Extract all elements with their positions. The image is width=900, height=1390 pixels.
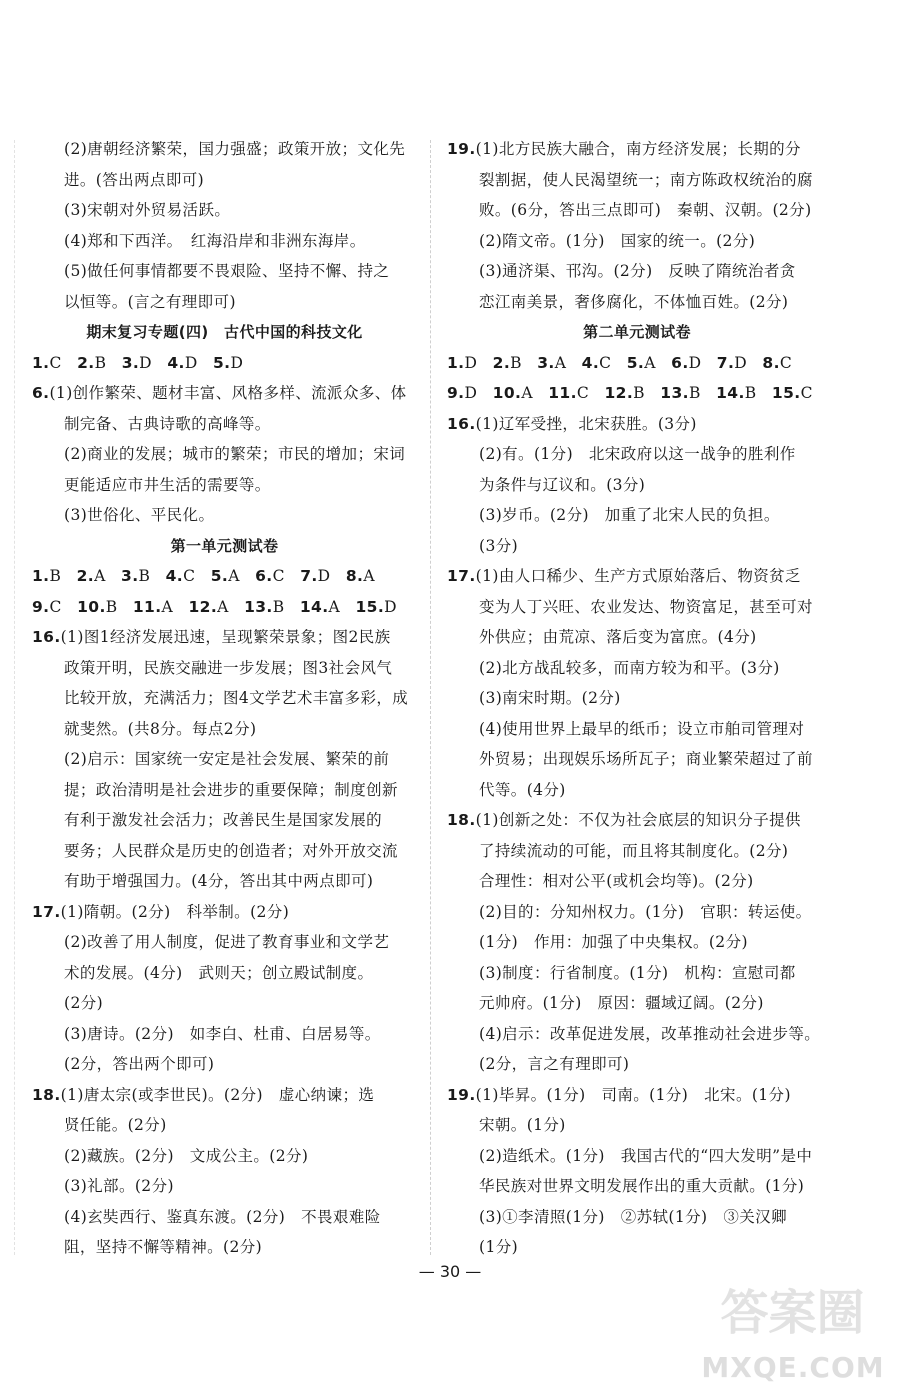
answer-line: (2)目的：分知州权力。(1分) 官职：转运使。 <box>479 902 812 921</box>
mc-item: 15.C <box>771 384 813 402</box>
answer-line: 外贸易；出现娱乐场所瓦子；商业繁荣超过了前 <box>479 750 813 768</box>
answer-line: (2)藏族。(2分) 文成公主。(2分) <box>64 1146 309 1165</box>
mc-item: 5.D <box>212 353 244 372</box>
answer-line: 有助于增强国力。(4分，答出其中两点即可) <box>64 872 374 890</box>
mc-item: 8.A <box>345 567 375 585</box>
answer-line: 外供应；由荒凉、落后变为富庶。(4分) <box>479 628 757 646</box>
left-margin-rule <box>14 140 15 1255</box>
answer-line: 提；政治清明是社会进步的重要保障；制度创新 <box>64 780 398 799</box>
mc-answer-row <box>447 378 827 409</box>
answer-line: (3)世俗化、平民化。 <box>64 506 215 524</box>
watermark-logo <box>698 1284 888 1384</box>
section-heading: 第一单元测试卷 <box>170 536 279 555</box>
answer-line: 术的发展。(4分) 武则天；创立殿试制度。 <box>64 963 374 982</box>
answer-line: 裂割据，使人民渴望统一；南方陈政权统治的腐 <box>479 170 813 189</box>
answer-line: (3)岁币。(2分) 加重了北宋人民的负担。 <box>479 506 780 524</box>
answer-line: 制完备、古典诗歌的高峰等。 <box>64 414 271 433</box>
mc-item: 9.D <box>447 384 478 402</box>
mc-item: 2.B <box>492 353 522 372</box>
question-number: 6. <box>32 384 50 402</box>
answer-line: (3)制度：行省制度。(1分) 机构：宣慰司都 <box>479 963 796 982</box>
mc-item: 10.A <box>492 384 533 402</box>
mc-item: 9.C <box>32 597 62 616</box>
mc-item: 14.A <box>299 597 341 616</box>
question-first-line: 18.(1)唐太宗(或李世民)。(2分) 虚心纳谏；选 <box>32 1085 375 1104</box>
answer-line: (3)①李清照(1分) ②苏轼(1分) ③关汉卿 <box>479 1207 787 1226</box>
answer-line: (2)启示：国家统一安定是社会发展、繁荣的前 <box>64 750 390 768</box>
watermark-url: MXQE.COM <box>701 1351 885 1384</box>
answer-line: 贤任能。(2分) <box>64 1116 167 1134</box>
mc-item: 3.A <box>537 353 567 372</box>
answer-line: (3)通济渠、邗沟。(2分) 反映了隋统治者贪 <box>479 262 796 280</box>
mc-item: 14.B <box>716 384 757 402</box>
mc-item: 7.D <box>716 353 748 372</box>
answer-line: 了持续流动的可能，而且将其制度化。(2分) <box>479 841 789 860</box>
answer-line: 政策开明，民族交融进一步发展；图3社会风气 <box>64 658 393 677</box>
question-first-line: 17.(1)隋朝。(2分) 科举制。(2分) <box>32 902 290 921</box>
answer-line: (5)做任何事情都要不畏艰险、坚持不懈、持之 <box>64 262 390 280</box>
answer-line: (2)隋文帝。(1分) 国家的统一。(2分) <box>479 231 756 250</box>
answer-line: (4)郑和下西洋。 红海沿岸和非洲东海岸。 <box>64 231 366 250</box>
answer-line: 变为人丁兴旺、农业发达、物资富足，甚至可对 <box>479 597 813 616</box>
mc-item: 6.C <box>255 567 285 585</box>
answer-line: 宋朝。(1分) <box>479 1116 566 1134</box>
mc-item: 11.C <box>548 384 590 402</box>
question-number: 19. <box>447 140 476 158</box>
mc-item: 2.A <box>76 567 106 585</box>
answer-line: (4)使用世界上最早的纸币；设立市舶司管理对 <box>479 719 805 738</box>
answer-line: 进。(答出两点即可) <box>64 170 205 189</box>
answer-line: 败。(6分，答出三点即可) 秦朝、汉朝。(2分) <box>479 201 812 219</box>
left-column <box>32 134 417 1263</box>
answer-line: (1分) <box>479 1238 519 1256</box>
mc-item: 1.C <box>32 353 62 372</box>
watermark-logo-mark: 答案圈 <box>720 1285 865 1341</box>
answer-line: (3)南宋时期。(2分) <box>479 689 621 707</box>
mc-item: 13.B <box>244 597 285 616</box>
mc-item: 2.B <box>77 353 107 372</box>
mc-item: 5.A <box>626 353 656 372</box>
question-first-line: 17.(1)由人口稀少、生产方式原始落后、物资贫乏 <box>447 567 801 585</box>
question-number: 17. <box>32 902 61 921</box>
mc-answer-row <box>447 348 827 379</box>
question-first-line: 19.(1)北方民族大融合，南方经济发展；长期的分 <box>447 140 801 158</box>
answer-line: 以恒等。(言之有理即可) <box>64 292 236 311</box>
question-first-line: 18.(1)创新之处：不仅为社会底层的知识分子提供 <box>447 811 801 829</box>
answer-line: (3分) <box>479 536 519 555</box>
answer-line: (2分) <box>64 994 104 1012</box>
answer-line: (3)唐诗。(2分) 如李白、杜甫、白居易等。 <box>64 1024 381 1043</box>
mc-item: 12.B <box>604 384 645 402</box>
mc-answer-row <box>32 348 417 379</box>
answer-line: (2)商业的发展；城市的繁荣；市民的增加；宋词 <box>64 445 406 463</box>
column-divider <box>430 140 431 1255</box>
mc-answer-row <box>32 561 417 592</box>
answer-line: (3)宋朝对外贸易活跃。 <box>64 201 231 219</box>
answer-line: 要务；人民群众是历史的创造者；对外开放交流 <box>64 841 398 860</box>
answer-line: (2)北方战乱较多，而南方较为和平。(3分) <box>479 658 780 677</box>
mc-item: 1.B <box>32 567 62 585</box>
answer-line: 合理性：相对公平(或机会均等)。(2分) <box>479 872 754 890</box>
mc-item: 6.D <box>671 353 702 372</box>
mc-item: 4.C <box>165 567 196 585</box>
answer-line: (4)启示：改革促进发展，改革推动社会进步等。 <box>479 1024 821 1043</box>
answer-line: 更能适应市井生活的需要等。 <box>64 475 271 494</box>
answer-line: (2)有。(1分) 北宋政府以这一战争的胜利作 <box>479 445 796 463</box>
question-number: 18. <box>32 1085 61 1104</box>
mc-item: 1.D <box>447 353 478 372</box>
answer-line: 华民族对世界文明发展作出的重大贡献。(1分) <box>479 1177 805 1195</box>
answer-line: (4)玄奘西行、鉴真东渡。(2分) 不畏艰难险 <box>64 1207 381 1226</box>
mc-item: 10.B <box>77 597 118 616</box>
mc-item: 12.A <box>188 597 229 616</box>
answer-line: 元帅府。(1分) 原因：疆域辽阔。(2分) <box>479 994 764 1012</box>
answer-line: (3)礼部。(2分) <box>64 1177 174 1195</box>
question-number: 18. <box>447 811 476 829</box>
answer-line: (2分，言之有理即可) <box>479 1055 630 1073</box>
mc-item: 8.C <box>762 353 793 372</box>
question-first-line: 16.(1)图1经济发展迅速，呈现繁荣景象；图2民族 <box>32 628 391 646</box>
answer-line: 恋江南美景，奢侈腐化，不体恤百姓。(2分) <box>479 292 789 311</box>
section-heading: 期末复习专题(四) 古代中国的科技文化 <box>86 323 363 341</box>
mc-item: 5.A <box>210 567 240 585</box>
mc-item: 4.D <box>167 353 198 372</box>
answer-line: (2分，答出两个即可) <box>64 1055 215 1073</box>
answer-line: 阻，坚持不懈等精神。(2分) <box>64 1238 263 1256</box>
question-number: 19. <box>447 1085 476 1104</box>
answer-line: (2)造纸术。(1分) 我国古代的“四大发明”是中 <box>479 1146 813 1165</box>
mc-item: 11.A <box>132 597 174 616</box>
page-number: — 30 — <box>418 1262 482 1281</box>
right-column <box>447 134 827 1263</box>
answer-line: (2)改善了用人制度，促进了教育事业和文学艺 <box>64 933 390 951</box>
answer-line: 代等。(4分) <box>479 780 566 799</box>
mc-item: 3.D <box>121 353 152 372</box>
answer-line: (1分) 作用：加强了中央集权。(2分) <box>479 933 748 951</box>
answer-line: 比较开放，充满活力；图4文学艺术丰富多彩，成 <box>64 689 409 707</box>
mc-answer-row <box>32 592 417 623</box>
question-first-line: 16.(1)辽军受挫，北宋获胜。(3分) <box>447 414 697 433</box>
answer-line: 就斐然。(共8分。每点2分) <box>64 719 257 738</box>
answer-line: 有利于激发社会活力；改善民生是国家发展的 <box>64 811 383 829</box>
question-number: 16. <box>32 628 61 646</box>
mc-item: 4.C <box>581 353 612 372</box>
question-number: 17. <box>447 567 476 585</box>
mc-item: 7.D <box>300 567 331 585</box>
mc-item: 15.D <box>355 597 397 616</box>
question-number: 16. <box>447 414 476 433</box>
section-heading: 第二单元测试卷 <box>583 323 691 341</box>
question-first-line: 6.(1)创作繁荣、题材丰富、风格多样、流派众多、体 <box>32 384 407 402</box>
mc-item: 13.B <box>660 384 701 402</box>
answer-line: (2)唐朝经济繁荣，国力强盛；政策开放；文化先 <box>64 140 406 158</box>
mc-item: 3.B <box>121 567 151 585</box>
question-first-line: 19.(1)毕昇。(1分) 司南。(1分) 北宋。(1分) <box>447 1085 791 1104</box>
answer-line: 为条件与辽议和。(3分) <box>479 475 646 494</box>
